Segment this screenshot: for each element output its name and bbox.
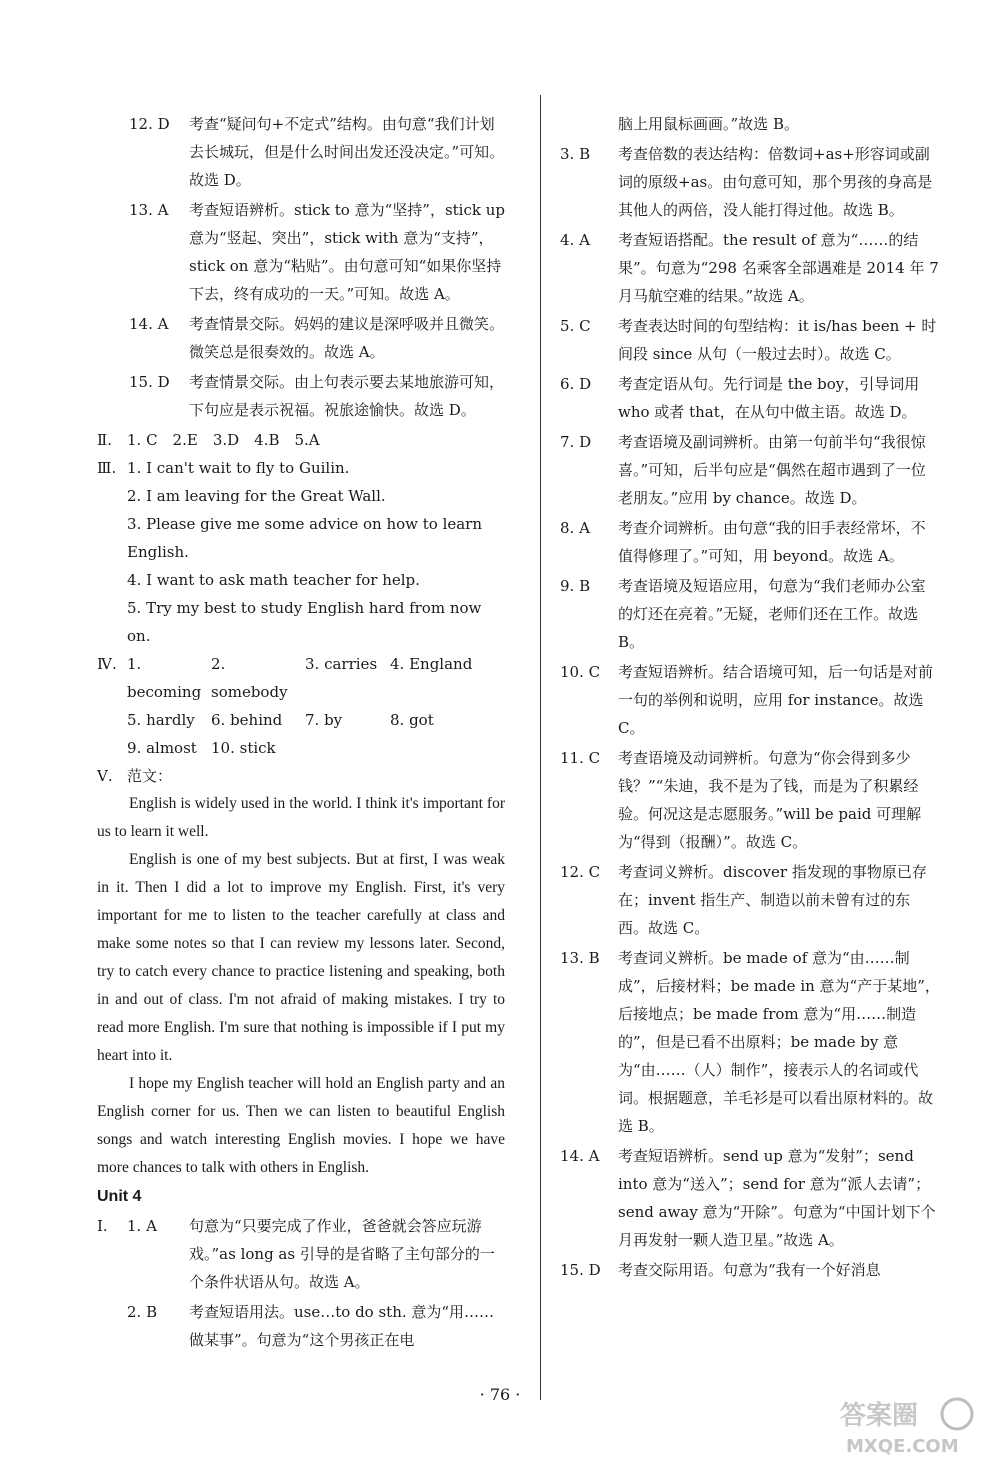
word-answer: 7. by — [305, 711, 343, 729]
answer-explanation: 考查表达时间的句型结构：it is/has been + 时间段 since 从句（一般过去时）。故选 C。 — [618, 317, 937, 363]
answer-number: 14. A — [560, 1147, 600, 1165]
answer-number: 12. D — [129, 115, 170, 133]
section-4 — [97, 650, 505, 762]
answer-item — [560, 370, 940, 426]
essay-paragraph: I hope my English teacher will hold an English party and an English corner for us. Then we can listen to beautiful English songs and watch interesting English movies. I hope we have more chances to talk with others in English. — [97, 1075, 505, 1176]
unit-title: Unit 4 — [97, 1188, 142, 1205]
section-2 — [97, 426, 505, 454]
answer-explanation: 考查介词辨析。由句意“我的旧手表经常坏，不值得修理了。”可知，用 beyond。故选 A。 — [618, 519, 926, 565]
column-divider — [540, 95, 541, 1400]
watermark-circle-icon — [942, 1399, 972, 1429]
word-grid — [127, 650, 505, 762]
answer-explanation: 考查短语辨析。send up 意为“发射”；send into 意为“送入”；send for 意为“派人去请”；send away 意为“开除”。句意为“中国计划下个月再发射一颗人造卫星。”故选 A。 — [618, 1147, 936, 1249]
answer-number: 4. A — [560, 231, 590, 249]
word-answer: 4. England — [390, 655, 473, 673]
answer-number: 13. B — [560, 949, 600, 967]
essay-paragraph: English is one of my best subjects. But at first, I was weak in it. Then I did a lot to improve my English. First, it's very important for me to listen to the teacher carefully at class and make some notes so that I can review my lessons later. Second, try to catch every chance to practice listening and speaking, both in and out of class. I'm not afraid of making mistakes. I try to read more English. I'm sure that nothing is impossible if I put my heart into it. — [97, 851, 505, 1064]
word-answer: 8. got — [390, 711, 434, 729]
answer-number: 15. D — [560, 1261, 601, 1279]
answer-explanation: 考查词义辨析。be made of 意为“由……制成”，后接材料；be made in 意为“产于某地”，后接地点；be made from 意为“用……制造的”，但是已看不出原料；be made by 意为“由……（人）制作”，接表示人的名词或代词。根据题意，羊毛衫是可以看出原材料的。故选 B。 — [618, 949, 940, 1135]
answer-item — [97, 310, 505, 366]
answer-continuation: 脑上用鼠标画画。”故选 B。 — [618, 115, 799, 133]
answer-explanation: 考查语境及动词辨析。句意为“你会得到多少钱？”“朱迪，我不是为了钱，而是为了积累经验。何况这是志愿服务。”will be paid 可理解为“得到（报酬）”。故选 C。 — [618, 749, 922, 851]
answer-number: 11. C — [560, 749, 601, 767]
answer-item — [560, 744, 940, 856]
sentence-line: 1. I can't wait to fly to Guilin. — [127, 459, 350, 477]
answer-item — [560, 858, 940, 942]
answer-number: 14. A — [129, 315, 169, 333]
word-answer: 3. carries — [305, 655, 378, 673]
answer-item — [560, 514, 940, 570]
answer-explanation: 考查定语从句。先行词是 the boy，引导词用 who 或者 that，在从句中做主语。故选 D。 — [618, 375, 920, 421]
answer-number: 3. B — [560, 145, 591, 163]
answer-item — [97, 110, 505, 194]
answer-explanation: 考查短语辨析。stick to 意为“坚持”，stick up 意为“竖起、突出”，stick with 意为“支持”，stick on 意为“粘贴”。由句意可知“如果你坚持下去，终有成功的一天。”可知。故选 A。 — [189, 201, 505, 303]
answer-item — [560, 572, 940, 656]
answer-explanation: 考查短语搭配。the result of 意为“……的结果”。句意为“298 名乘客全部遇难是 2014 年 7 月马航空难的结果。”故选 A。 — [618, 231, 939, 305]
answer-number: 13. A — [129, 201, 169, 219]
answer-number: 2. B — [127, 1303, 158, 1321]
section-numeral: Ⅰ. — [97, 1217, 108, 1235]
answer-number: 12. C — [560, 863, 601, 881]
word-answer: 2. somebody — [211, 655, 288, 701]
answer-explanation: 考查词义辨析。discover 指发现的事物原已存在；invent 指生产、制造以前未曾有过的东西。故选 C。 — [618, 863, 927, 937]
answer-number: 8. A — [560, 519, 590, 537]
answer-item — [560, 944, 940, 1140]
answer-explanation: 考查语境及短语应用，句意为“我们老师办公室的灯还在亮着。”无疑，老师们还在工作。故选 B。 — [618, 577, 926, 651]
section-numeral: Ⅳ. — [97, 655, 117, 673]
answer-item — [560, 1256, 940, 1284]
sentence-line: 5. Try my best to study English hard from now on. — [127, 599, 482, 645]
essay-heading: 范文： — [127, 767, 173, 785]
word-answer: 1. becoming — [127, 655, 202, 701]
answer-explanation: 考查短语用法。use…to do sth. 意为“用……做某事”。句意为“这个男孩正在电 — [189, 1303, 495, 1349]
answer-explanation: 考查情景交际。妈妈的建议是深呼吸并且微笑。微笑总是很奏效的。故选 A。 — [189, 315, 505, 361]
word-answer: 10. stick — [211, 739, 276, 757]
answer-explanation: 考查“疑问句+不定式”结构。由句意“我们计划去长城玩，但是什么时间出发还没决定。”可知。故选 D。 — [189, 115, 505, 189]
answer-number: 9. B — [560, 577, 591, 595]
page-number: · 76 · — [479, 1385, 521, 1404]
answer-item — [560, 226, 940, 310]
answer-number: 7. D — [560, 433, 592, 451]
answer-explanation: 考查语境及副词辨析。由第一句前半句“我很惊喜。”可知，后半句应是“偶然在超市遇到了一位老朋友。”应用 by chance。故选 D。 — [618, 433, 926, 507]
left-column — [97, 110, 505, 1356]
answer-explanation: 句意为“只要完成了作业，爸爸就会答应玩游戏。”as long as 引导的是省略了主句部分的一个条件状语从句。故选 A。 — [189, 1217, 495, 1291]
watermark-text: 答案圈 — [840, 1401, 919, 1431]
answer-number: 15. D — [129, 373, 170, 391]
answer-item — [560, 312, 940, 368]
answer-item — [97, 1212, 505, 1296]
section-answers: 1. C 2.E 3.D 4.B 5.A — [127, 431, 320, 449]
answer-number: 6. D — [560, 375, 592, 393]
watermark-logo — [832, 1390, 982, 1460]
answer-item — [97, 368, 505, 424]
watermark-domain: MXQE.COM — [846, 1436, 959, 1457]
section-numeral: Ⅱ. — [97, 431, 112, 449]
word-answer: 5. hardly — [127, 711, 195, 729]
answer-explanation: 考查倍数的表达结构：倍数词+as+形容词或副词的原级+as。由句意可知，那个男孩的身高是其他人的两倍，没人能打得过他。故选 B。 — [618, 145, 933, 219]
answer-number: 5. C — [560, 317, 591, 335]
answer-explanation: 考查情景交际。由上句表示要去某地旅游可知，下句应是表示祝福。祝旅途愉快。故选 D。 — [189, 373, 505, 419]
answer-item — [560, 658, 940, 742]
answer-number: 1. A — [127, 1217, 157, 1235]
answer-explanation: 考查短语辨析。结合语境可知，后一句话是对前一句的举例和说明，应用 for instance。故选 C。 — [618, 663, 934, 737]
word-answer: 9. almost — [127, 739, 197, 757]
section-5 — [97, 762, 505, 790]
sentence-line: 4. I want to ask math teacher for help. — [127, 571, 420, 589]
sentence-line: 3. Please give me some advice on how to learn English. — [127, 515, 483, 561]
sentence-line: 2. I am leaving for the Great Wall. — [127, 487, 386, 505]
answer-item — [560, 1142, 940, 1254]
answer-item — [560, 140, 940, 224]
answer-item — [560, 428, 940, 512]
section-numeral: Ⅲ. — [97, 459, 117, 477]
answer-item — [97, 196, 505, 308]
section-3 — [97, 454, 505, 482]
answer-explanation: 考查交际用语。句意为“我有一个好消息 — [618, 1261, 881, 1279]
answer-number: 10. C — [560, 663, 601, 681]
right-column — [560, 110, 940, 1286]
answer-item — [97, 1298, 505, 1354]
word-answer: 6. behind — [211, 711, 283, 729]
section-numeral: Ⅴ. — [97, 767, 113, 785]
essay-paragraph: English is widely used in the world. I think it's important for us to learn it well. — [97, 795, 505, 840]
